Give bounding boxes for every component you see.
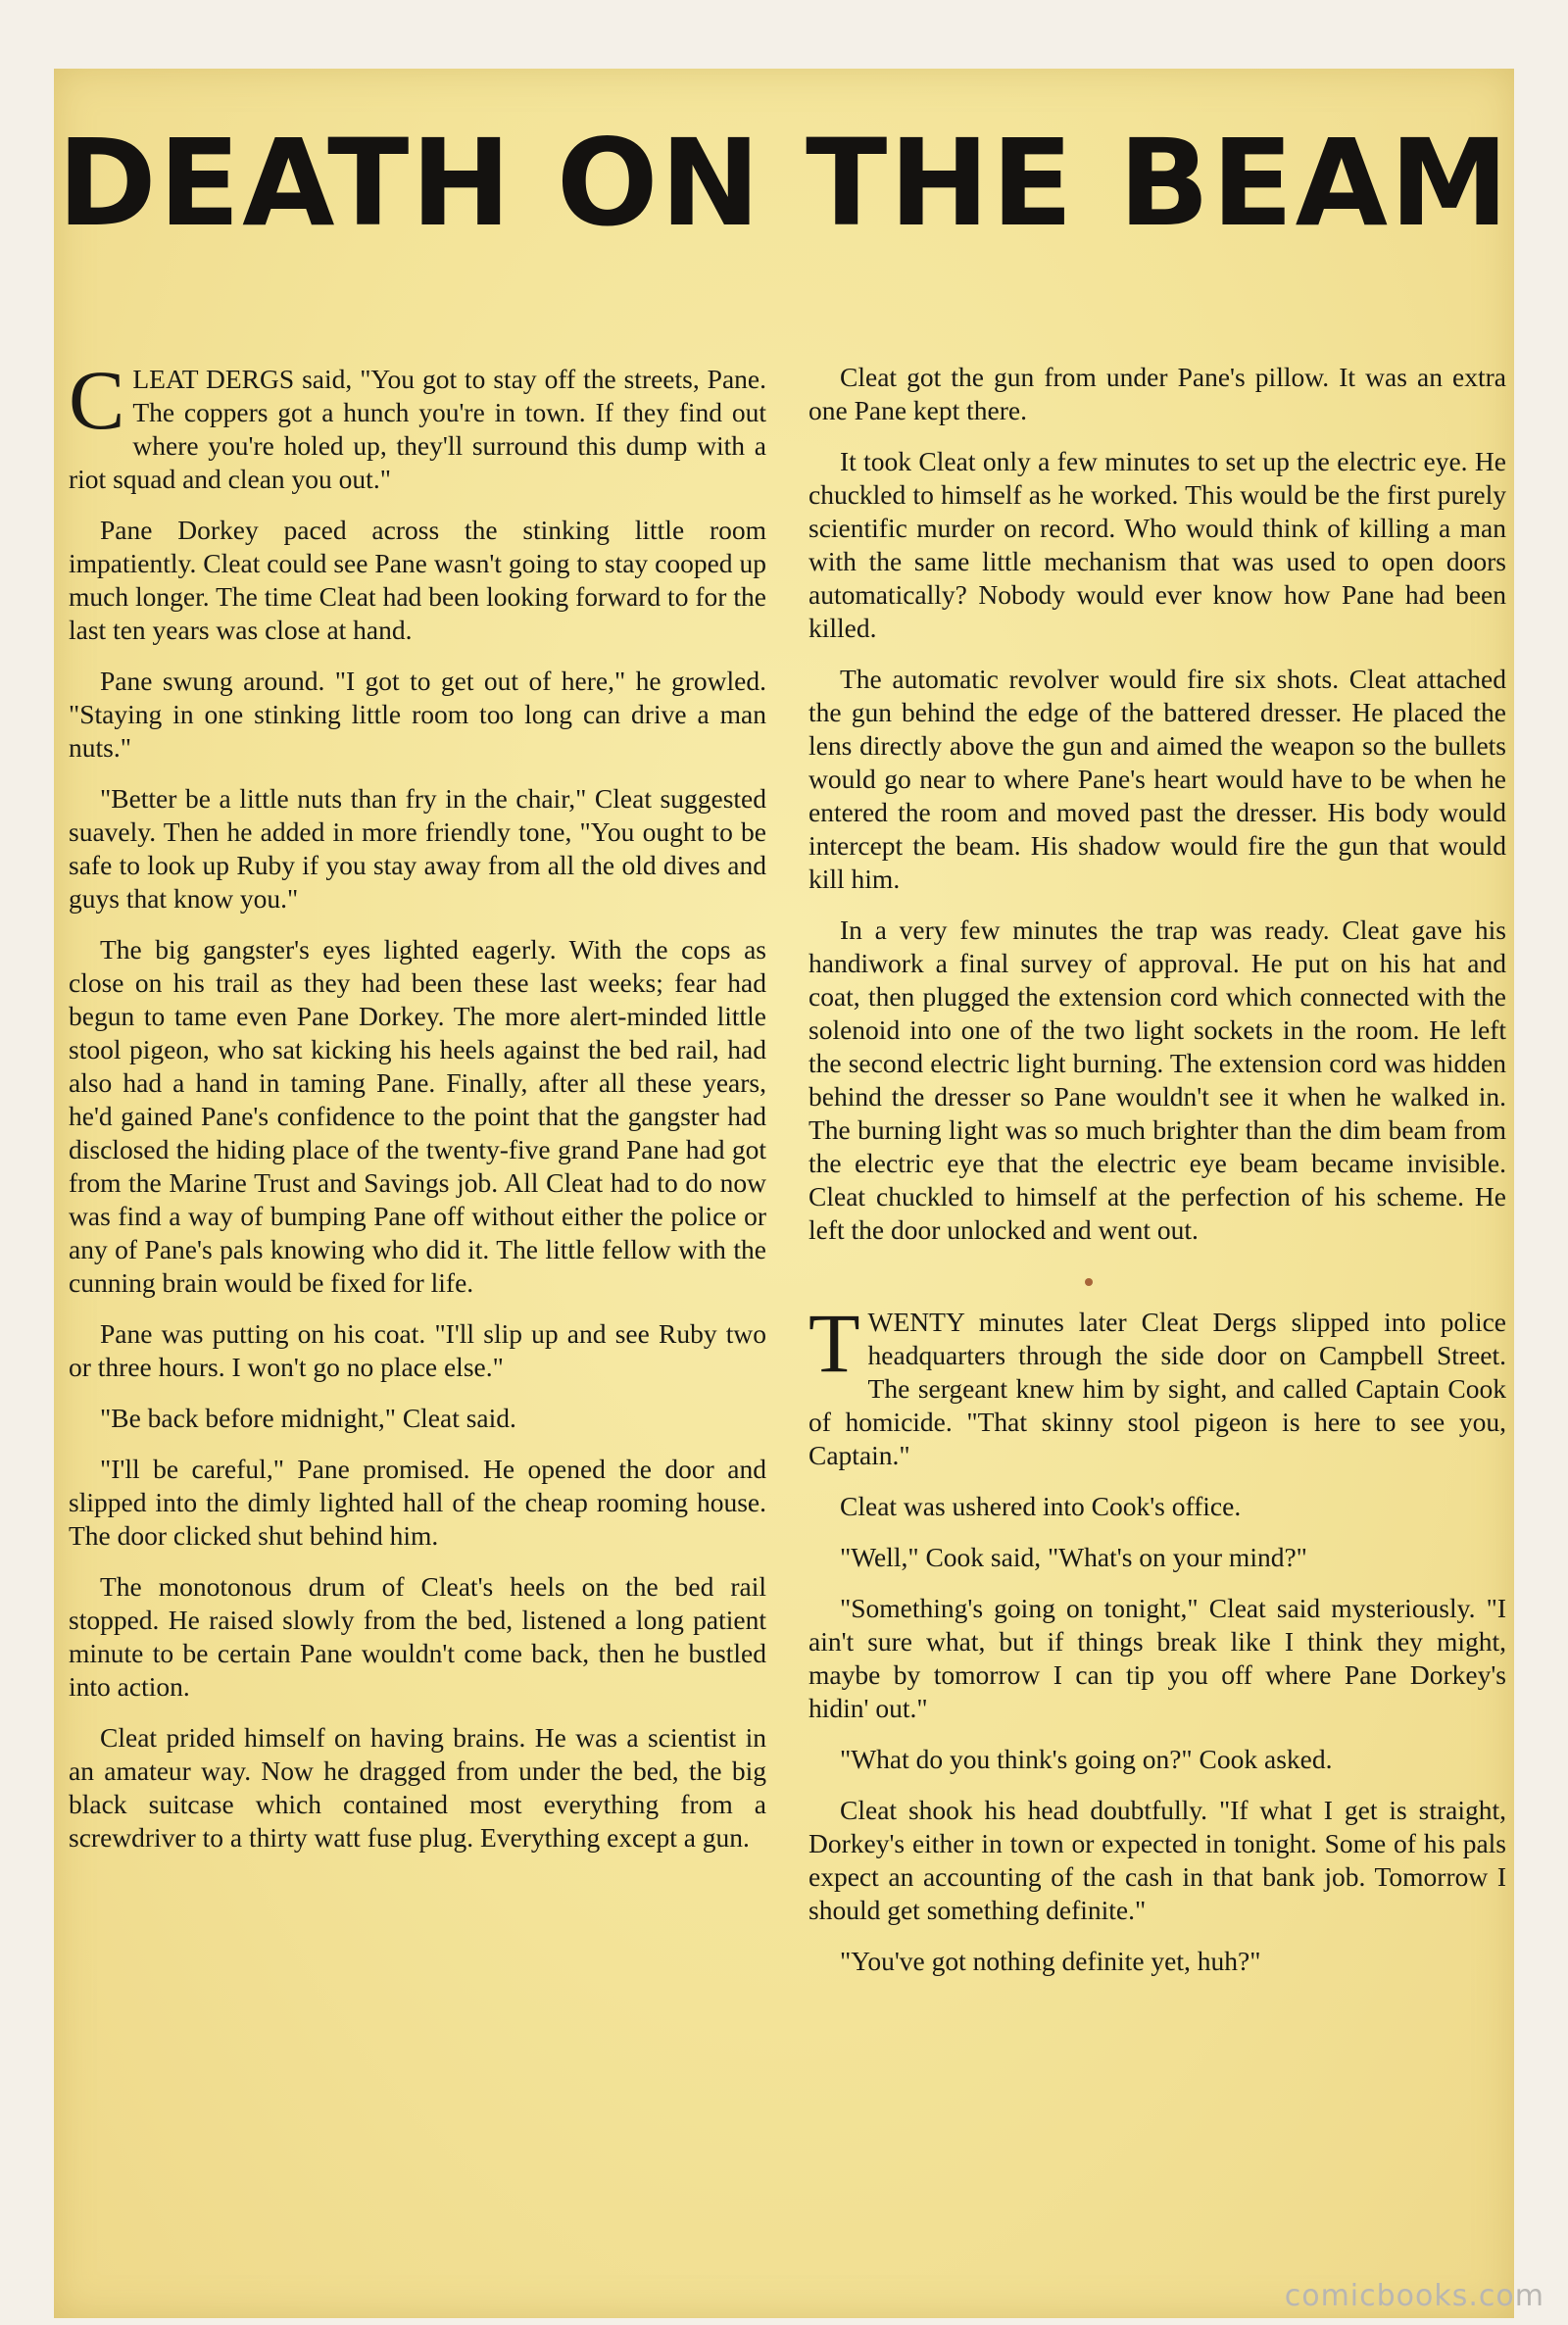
paragraph: The monotonous drum of Cleat's heels on the bed rail stopped. He raised slowly from the bed, listened a long patient minute to be certain Pane wouldn't come back, then he bustled into action. <box>69 1571 766 1702</box>
section-separator <box>808 1264 1506 1306</box>
paragraph: "I'll be careful," Pane promised. He opened the door and slipped into the dimly lighted hall of the cheap rooming house. The door clicked shut behind him. <box>69 1454 766 1551</box>
story-page <box>54 69 1514 2318</box>
paragraph: "Well," Cook said, "What's on your mind?" <box>840 1542 1307 1572</box>
paragraph: Cleat was ushered into Cook's office. <box>840 1491 1242 1521</box>
paragraph: In a very few minutes the trap was ready. Cleat gave his handiwork a final survey of approval. He put on his hat and coat, then plugged the extension cord which connected with the solenoid into one of the two light sockets in the room. He left the second electric light burning. The extension cord was hidden behind the dresser so Pane wouldn't see it when he walked in. The burning light was so much brighter than the dim beam from the electric eye that the electric eye beam became invisible. Cleat chuckled to himself at the perfection of his scheme. He left the door unlocked and went out. <box>808 915 1506 1245</box>
paragraph-text: WENTY minutes later Cleat Dergs slipped into police headquarters through the side door on Campbell Street. The sergeant knew him by sight, and called Captain Cook of homicide. "That skinny stool pigeon is here to see you, Captain." <box>808 1307 1506 1470</box>
paragraph: Cleat prided himself on having brains. He was a scientist in an amateur way. Now he dragged from under the bed, the big black suitcase which contained most everything from a screwdriver to a thirty watt fuse plug. Everything except a gun. <box>69 1722 766 1853</box>
separator-dot <box>1085 1278 1093 1286</box>
left-column <box>69 353 766 2284</box>
paragraph: Cleat got the gun from under Pane's pillow. It was an extra one Pane kept there. <box>808 362 1506 425</box>
paragraph: Pane swung around. "I got to get out of here," he growled. "Staying in one stinking little room too long can drive a man nuts." <box>69 666 766 763</box>
paragraph: The automatic revolver would fire six shots. Cleat attached the gun behind the edge of the battered dresser. He placed the lens directly above the gun and aimed the weapon so the bullets would go near to where Pane's heart would have to be when he entered the room and moved past the dresser. His body would intercept the beam. His shadow would fire the gun that would kill him. <box>808 664 1506 894</box>
paragraph: "You've got nothing definite yet, huh?" <box>840 1946 1261 1976</box>
drop-cap: C <box>69 353 125 447</box>
drop-cap: T <box>808 1296 860 1390</box>
paragraph <box>69 353 766 496</box>
paragraph: Pane was putting on his coat. "I'll slip up and see Ruby two or three hours. I won't go no place else." <box>69 1318 766 1382</box>
paragraph-text: LEAT DERGS said, "You got to stay off the streets, Pane. The coppers got a hunch you're in town. If they find out where you're holed up, they'll surround this dump with a riot squad and clean you out." <box>69 364 766 494</box>
right-column <box>808 361 1506 2282</box>
paragraph: "Something's going on tonight," Cleat said mysteriously. "I ain't sure what, but if things break like I think they might, maybe by tomorrow I can tip you off where Pane Dorkey's hidin' out." <box>808 1593 1506 1723</box>
paragraph: "Better be a little nuts than fry in the chair," Cleat suggested suavely. Then he added in more friendly tone, "You ought to be safe to look up Ruby if you stay away from all the old dives and guys that know you." <box>69 783 766 914</box>
paragraph: "Be back before midnight," Cleat said. <box>100 1403 516 1433</box>
paragraph: "What do you think's going on?" Cook asked. <box>840 1744 1333 1774</box>
paragraph: The big gangster's eyes lighted eagerly. With the cops as close on his trail as they had been these last weeks; fear had begun to tame even Pane Dorkey. The more alert-minded little stool pigeon, who sat kicking his heels against the bed rail, had also had a hand in taming Pane. Finally, after all these years, he'd gained Pane's confidence to the point that the gangster had disclosed the hiding place of the twenty-five grand Pane had got from the Marine Trust and Savings job. All Cleat had to do now was find a way of bumping Pane off without either the police or any of Pane's pals knowing who did it. The little fellow with the cunning brain would be fixed for life. <box>69 934 766 1298</box>
paragraph: It took Cleat only a few minutes to set up the electric eye. He chuckled to himself as he worked. This would be the first purely scientific murder on record. Who would think of killing a man with the same little mechanism that was used to open doors automatically? Nobody would ever know how Pane had been killed. <box>808 446 1506 643</box>
paragraph: Pane Dorkey paced across the stinking little room impatiently. Cleat could see Pane wasn't going to stay cooped up much longer. The time Cleat had been looking forward to for the last ten years was close at hand. <box>69 515 766 645</box>
site-watermark: comicbooks.com <box>1284 2279 1544 2313</box>
paragraph <box>808 1296 1506 1472</box>
paragraph: Cleat shook his head doubtfully. "If what I get is straight, Dorkey's either in town or expected in tonight. Some of his pals expect an accounting of the cash in that bank job. Tomorrow I should get something definite." <box>808 1795 1506 1925</box>
story-title: DEATH ON THE BEAM <box>57 114 1511 253</box>
